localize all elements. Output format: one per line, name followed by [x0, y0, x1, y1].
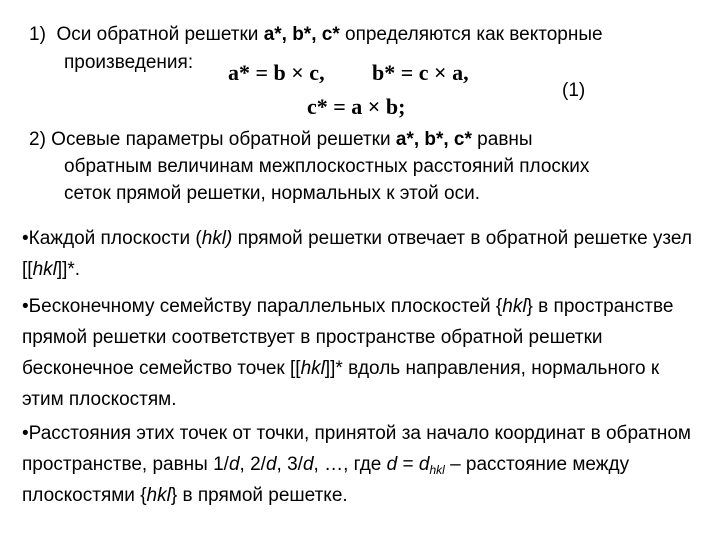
bullet-paragraph-1	[22, 223, 712, 285]
bullet-paragraph-2	[22, 291, 702, 415]
bullet3-text-f: – расстояние между плоскостями {	[22, 454, 630, 506]
item2-line1	[29, 129, 533, 151]
bullet2-text-b: } в пространстве прямой решетки соответствует в пространстве обратной решетки бесконечное семейство точек [[	[22, 296, 674, 379]
bullet3-text-b: , 2/	[239, 454, 266, 475]
item1-text-pre: Оси обратной решетки	[56, 24, 264, 45]
bullet1-text-a: •Каждой плоскости (	[22, 228, 202, 249]
item2-vectors: a*, b*, c*	[395, 129, 472, 150]
item1-vectors: a*, b*, c*	[263, 24, 340, 45]
item1-text-post: определяются как векторные	[339, 24, 603, 45]
bullet1-text-c: ]]*.	[56, 259, 81, 280]
bullet3-d-5: d	[418, 454, 430, 475]
formula-a-star: a* = b × c,	[228, 60, 325, 85]
bullet3-text-e: =	[397, 454, 419, 475]
bullet3-d-3: d	[302, 454, 314, 475]
item2-text-post: равны	[471, 129, 533, 150]
item1-number: 1)	[29, 24, 46, 45]
bullet3-text-a: •Расстояния этих точек от точки, принятой за начало координат в обратном пространстве, равны 1/	[22, 423, 691, 475]
bullet1-hkl-2: hkl	[32, 259, 57, 280]
item2-line3: сеток прямой решетки, нормальных к этой оси.	[64, 183, 480, 204]
bullet3-d-1: d	[228, 454, 240, 475]
formula-c-star: c* = a × b;	[307, 94, 406, 119]
bullet-paragraph-3	[22, 418, 704, 511]
formula-b-star: b* = c × a,	[372, 60, 469, 85]
bullet3-text-c: , 3/	[276, 454, 303, 475]
bullet3-d-4: d	[386, 454, 398, 475]
item1-line1	[29, 24, 603, 46]
bullet1-hkl: hkl)	[201, 228, 233, 249]
item1-line2: произведения:	[64, 52, 194, 73]
bullet3-text-d: , …, где	[313, 454, 387, 475]
item2-line2: обратным величинам межплоскостных расстояний плоских	[64, 156, 590, 177]
bullet2-hkl: hkl	[502, 296, 527, 317]
bullet3-subscript-hkl: hkl	[429, 463, 445, 477]
bullet3-text-g: } в прямой решетке.	[170, 485, 348, 506]
equation-number: (1)	[562, 80, 586, 101]
bullet1-text-b: прямой решетки отвечает в обратной решетке узел [[	[22, 228, 692, 280]
item2-text-pre: 2) Осевые параметры обратной решетки	[29, 129, 396, 150]
bullet3-d-2: d	[265, 454, 277, 475]
bullet2-text-a: •Бесконечному семейству параллельных плоскостей {	[22, 296, 503, 317]
bullet2-text-c: ]]* вдоль направления, нормального к этим плоскостям.	[22, 358, 660, 410]
bullet2-hkl-2: hkl	[300, 358, 325, 379]
bullet3-hkl: hkl	[146, 485, 171, 506]
